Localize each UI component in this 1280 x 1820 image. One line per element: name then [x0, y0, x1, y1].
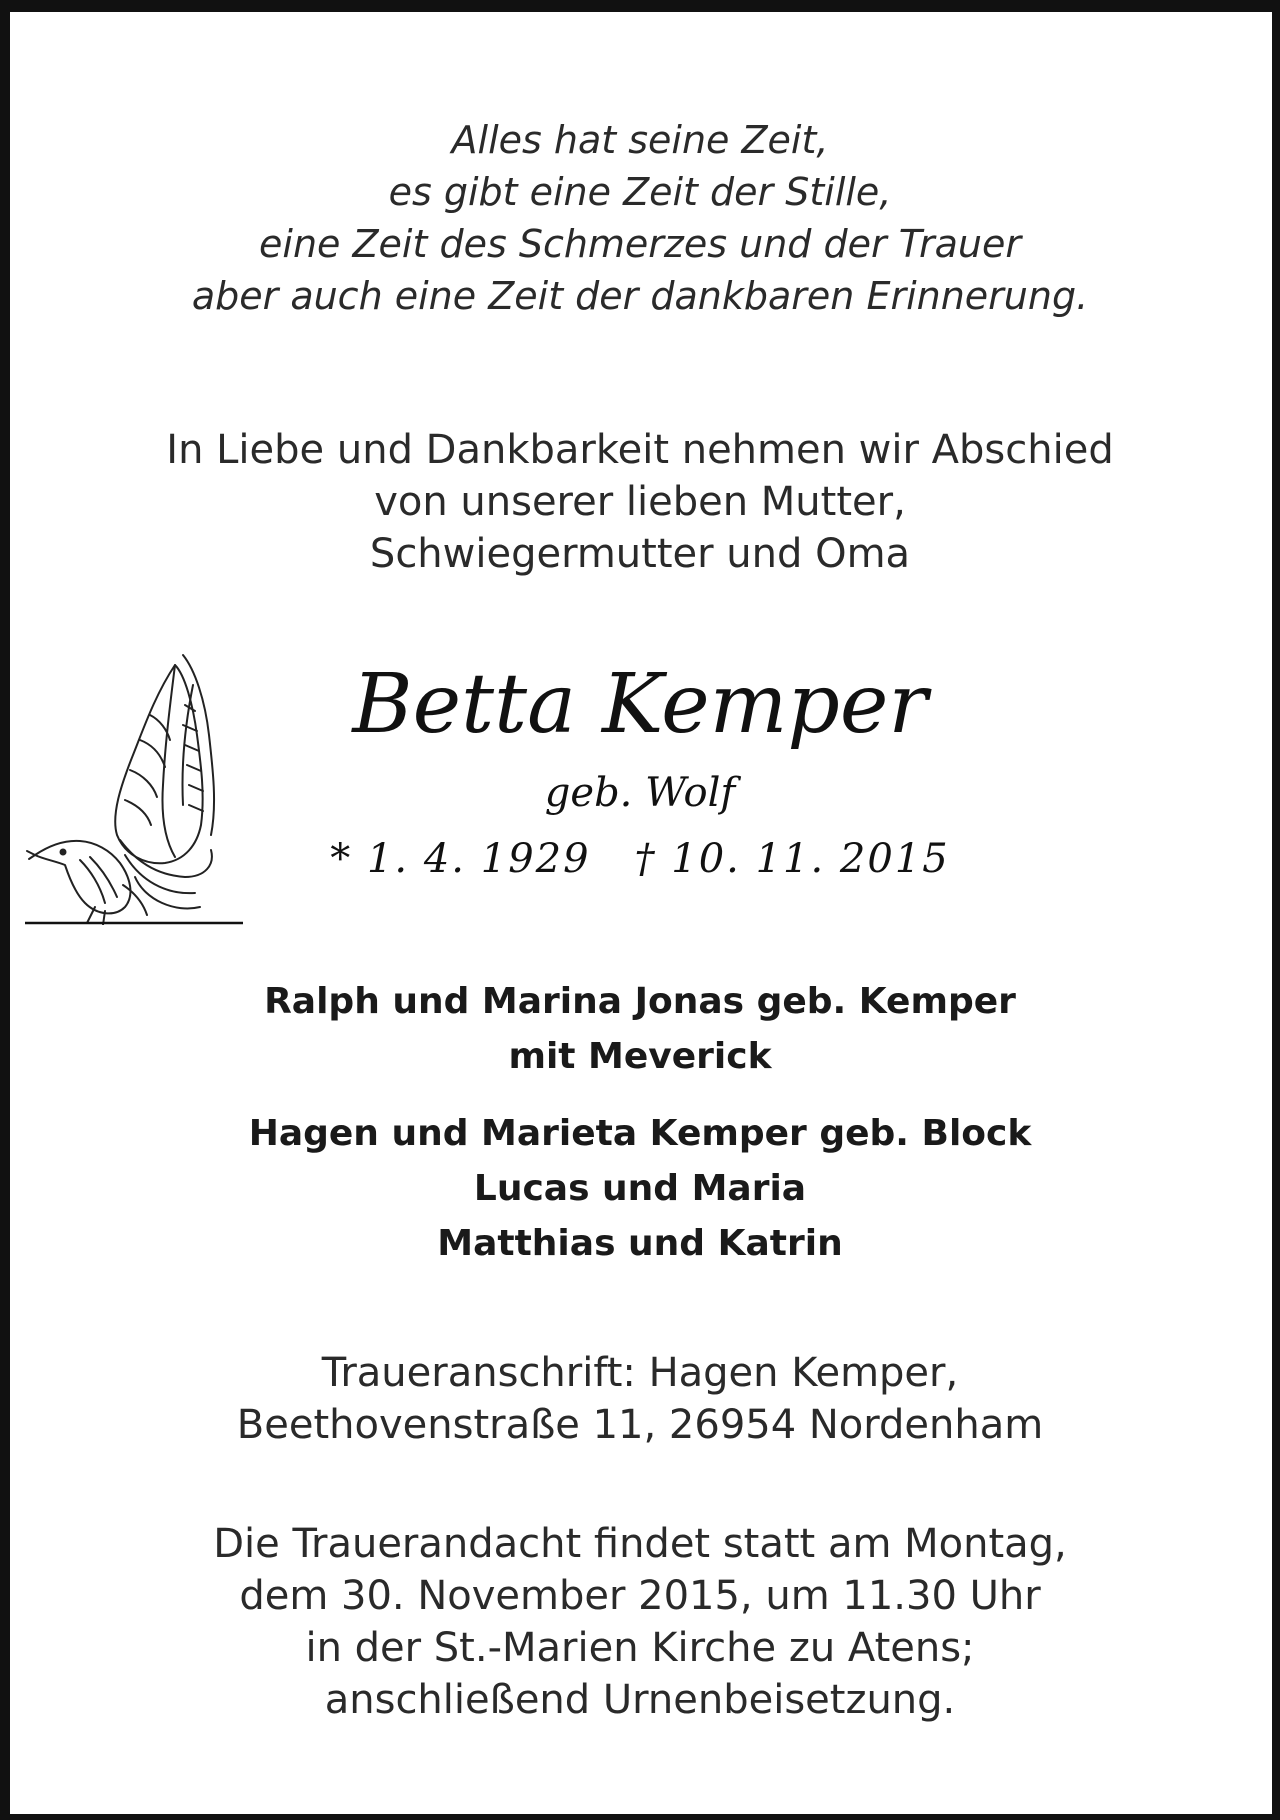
- intro-line: von unserer lieben Mutter,: [374, 479, 906, 525]
- service-line: in der St.-Marien Kirche zu Atens;: [305, 1625, 975, 1671]
- intro-line: In Liebe und Dankbarkeit nehmen wir Abschied: [166, 427, 1114, 473]
- death-date: † 10. 11. 2015: [634, 836, 950, 882]
- motto-line: es gibt eine Zeit der Stille,: [388, 170, 892, 214]
- motto-line: Alles hat seine Zeit,: [451, 118, 829, 162]
- mourner-line: Lucas und Maria: [473, 1168, 807, 1209]
- mourning-address: [0, 1347, 1280, 1451]
- farewell-intro: [0, 424, 1280, 580]
- mourner-line: Matthias und Katrin: [437, 1223, 843, 1264]
- birth-name: geb. Wolf: [544, 770, 736, 816]
- mourner-line: Hagen und Marieta Kemper geb. Block: [248, 1113, 1032, 1154]
- address-line: Traueranschrift: Hagen Kemper,: [321, 1350, 959, 1396]
- life-dates: [290, 836, 990, 882]
- service-line: Die Trauerandacht findet statt am Montag,: [213, 1521, 1067, 1567]
- deceased-name: Betta Kemper: [352, 657, 928, 752]
- birth-date: * 1. 4. 1929: [330, 836, 591, 882]
- mourners-group-2: [0, 1106, 1280, 1271]
- motto-verse: [0, 114, 1280, 322]
- mourner-line: Ralph und Marina Jonas geb. Kemper: [264, 981, 1016, 1022]
- mourner-line: mit Meverick: [508, 1036, 772, 1077]
- motto-line: aber auch eine Zeit der dankbaren Erinnerung.: [191, 274, 1089, 318]
- service-line: dem 30. November 2015, um 11.30 Uhr: [239, 1573, 1041, 1619]
- mourners-group-1: [0, 974, 1280, 1084]
- motto-line: eine Zeit des Schmerzes und der Trauer: [259, 222, 1021, 266]
- service-details: [0, 1518, 1280, 1726]
- praying-hands-with-bird-icon: [25, 645, 250, 925]
- intro-line: Schwiegermutter und Oma: [369, 531, 911, 577]
- address-line: Beethovenstraße 11, 26954 Nordenham: [236, 1402, 1044, 1448]
- service-line: anschließend Urnenbeisetzung.: [324, 1677, 956, 1723]
